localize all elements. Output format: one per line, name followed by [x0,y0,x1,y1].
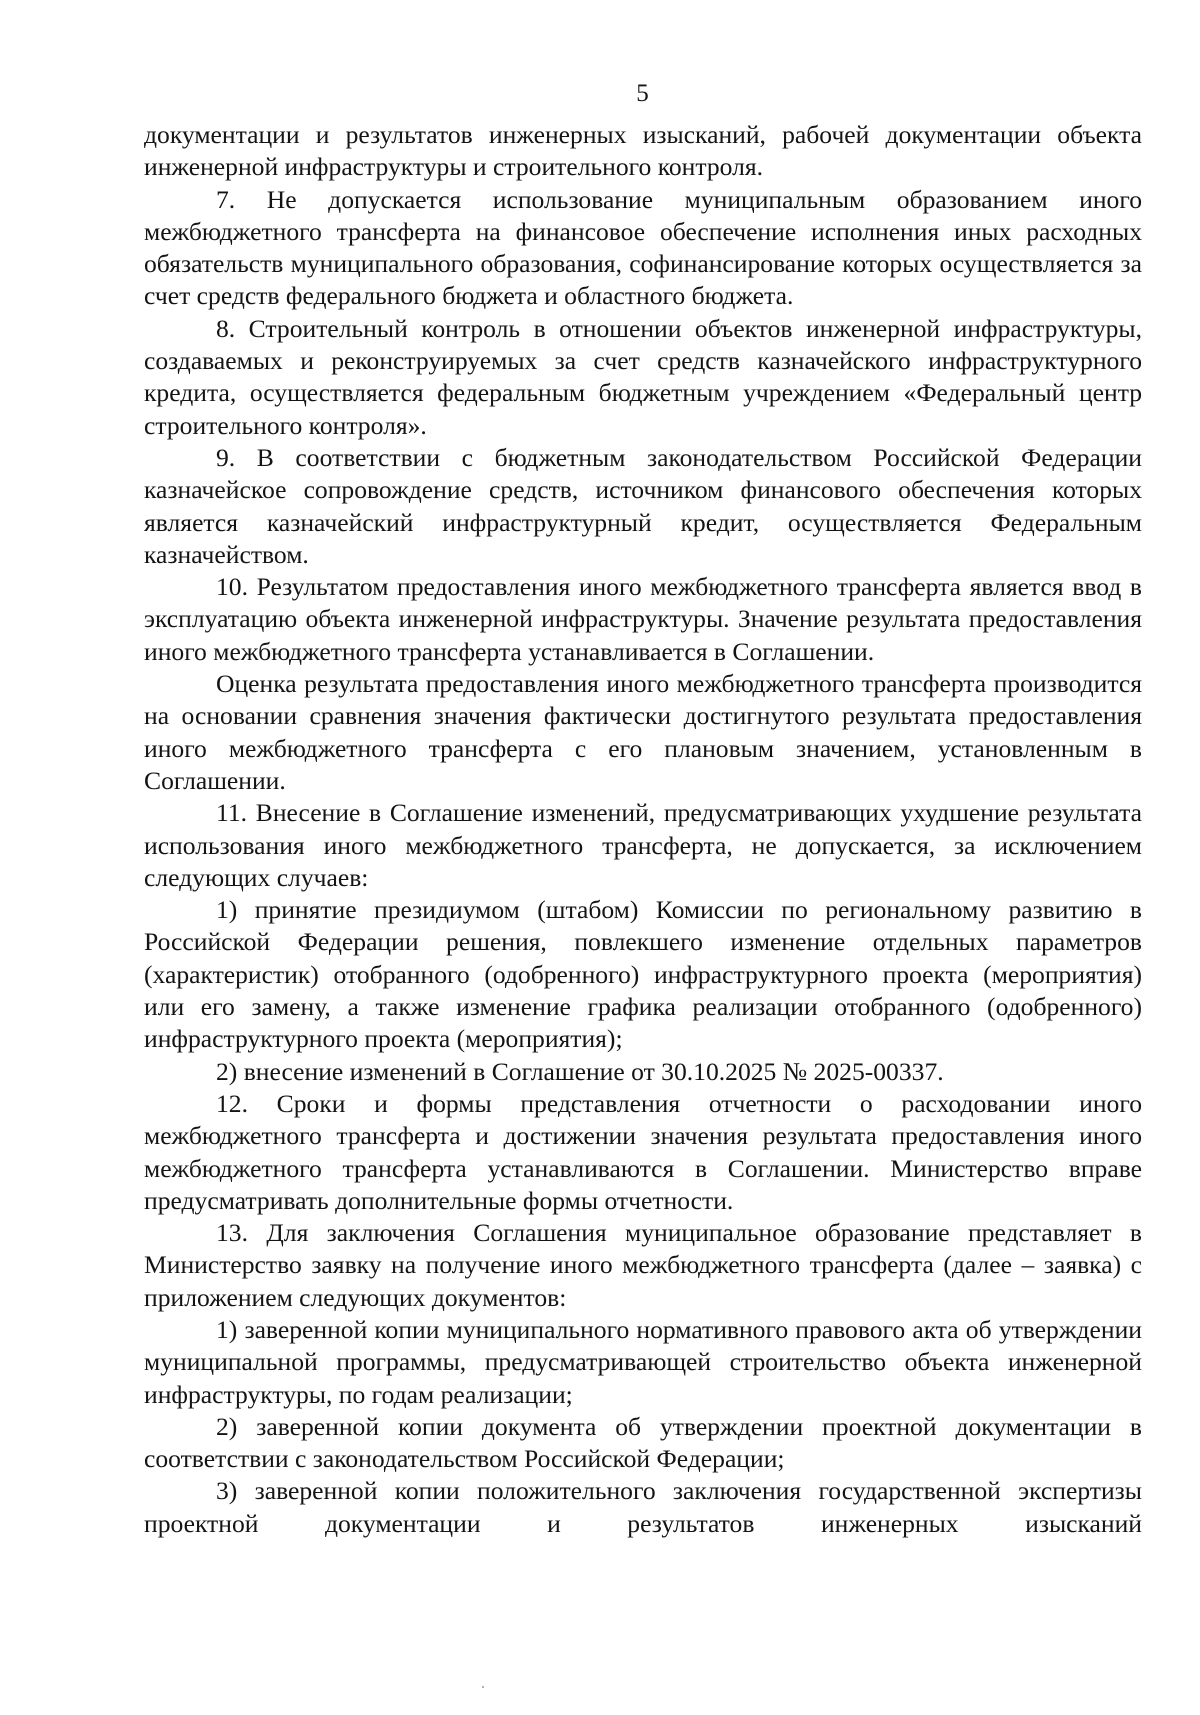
paragraph-10: 10. Результатом предоставления иного межбюджетного трансферта является ввод в эксплуатацию объекта инженерной инфраструктуры. Значение результата предоставления иного межбюджетного трансферта устанавливается в Соглашении. [144,572,1142,666]
page-number: 5 [636,80,649,107]
paragraph-11-item-2: 2) внесение изменений в Соглашение от 30.10.2025 № 2025-00337. [216,1056,944,1086]
paragraph-13-item-3: 3) заверенной копии положительного заключения государственной экспертизы проектной документации и результатов инженерных изысканий [144,1476,1142,1538]
scan-speck [482,1686,484,1688]
paragraph-9: 9. В соответствии с бюджетным законодательством Российской Федерации казначейское сопровождение средств, источником финансового обеспечения которых является казначейский инфраструктурный кредит, осуществляется Федеральным казначейством. [144,442,1142,569]
paragraph-11: 11. Внесение в Соглашение изменений, предусматривающих ухудшение результата использования иного межбюджетного трансферта, не допускается, за исключением следующих случаев: [144,798,1142,892]
paragraph-11-item-1: 1) принятие президиумом (штабом) Комиссии по региональному развитию в Российской Федерации решения, повлекшего изменение отдельных параметров (характеристик) отобранного (одобренного) инфраструктурного проекта (мероприятия) или его замену, а также изменение графика реализации отобранного (одобренного) инфраструктурного проекта (мероприятия); [144,895,1142,1054]
document-body [144,119,1142,1540]
paragraph-8: 8. Строительный контроль в отношении объектов инженерной инфраструктуры, создаваемых и реконструируемых за счет средств казначейского инфраструктурного кредита, осуществляется федеральным бюджетным учреждением «Федеральный центр строительного контроля». [144,313,1142,440]
paragraph-12: 12. Сроки и формы представления отчетности о расходовании иного межбюджетного трансферта и достижении значения результата предоставления иного межбюджетного трансферта устанавливаются в Соглашении. Министерство вправе предусматривать дополнительные формы отчетности. [144,1088,1142,1215]
paragraph-continuation: документации и результатов инженерных изысканий, рабочей документации объекта инженерной инфраструктуры и строительного контроля. [144,120,1142,182]
paragraph-13: 13. Для заключения Соглашения муниципальное образование представляет в Министерство заявку на получение иного межбюджетного трансферта (далее – заявка) с приложением следующих документов: [144,1218,1142,1312]
paragraph-7: 7. Не допускается использование муниципальным образованием иного межбюджетного трансферта на финансовое обеспечение исполнения иных расходных обязательств муниципального образования, софинансирование которых осуществляется за счет средств федерального бюджета и областного бюджета. [144,184,1142,311]
paragraph-13-item-1: 1) заверенной копии муниципального нормативного правового акта об утверждении муниципальной программы, предусматривающей строительство объекта инженерной инфраструктуры, по годам реализации; [144,1314,1142,1409]
paragraph-10-evaluation: Оценка результата предоставления иного межбюджетного трансферта производится на основании сравнения значения фактически достигнутого результата предоставления иного межбюджетного трансферта с его плановым значением, установленным в Соглашении. [144,669,1142,795]
paragraph-13-item-2: 2) заверенной копии документа об утверждении проектной документации в соответствии с законодательством Российской Федерации; [144,1411,1142,1474]
